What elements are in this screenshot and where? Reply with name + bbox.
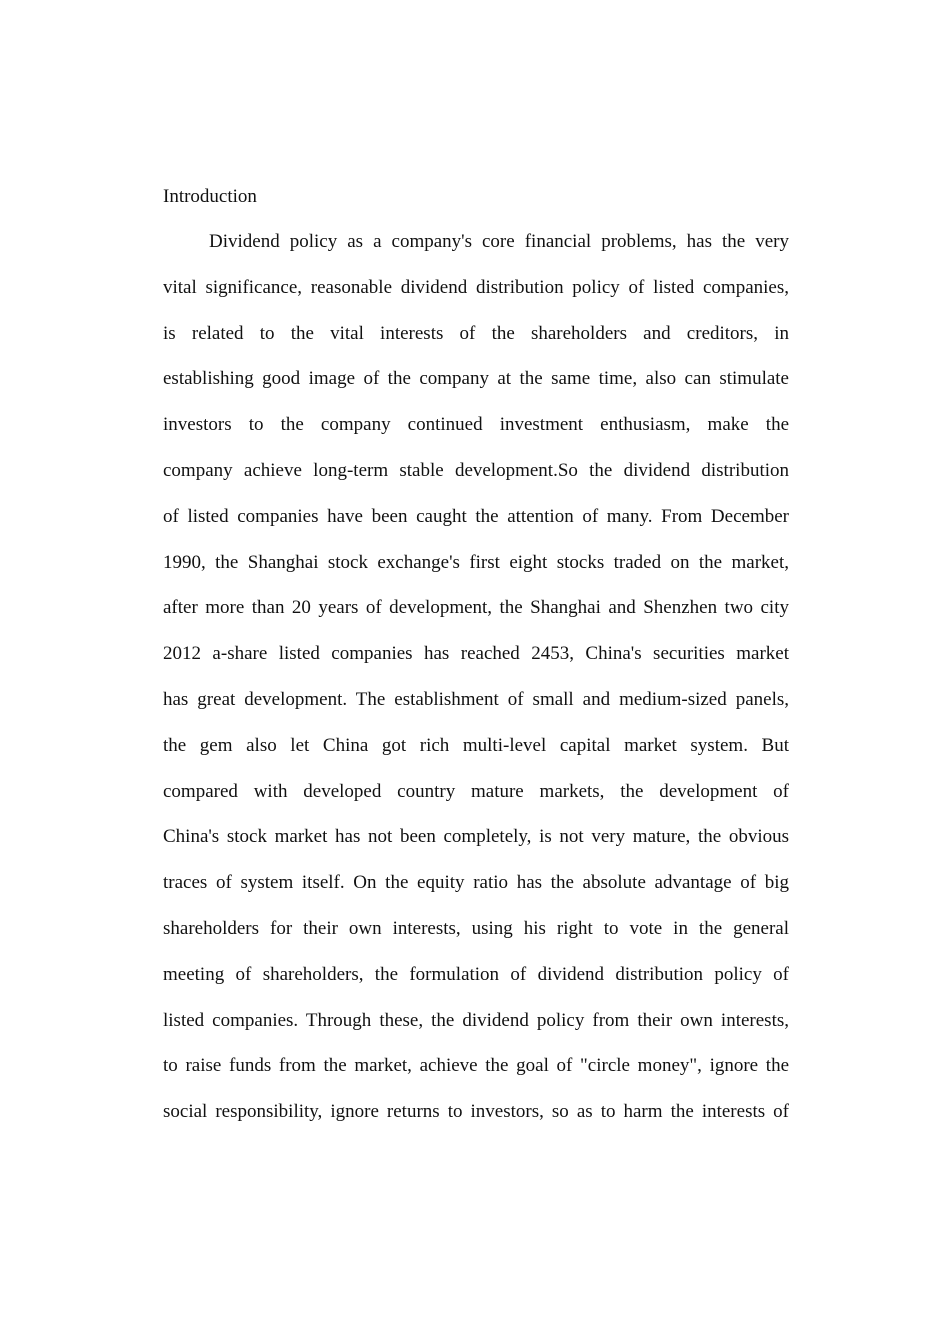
text-line: of listed companies have been caught the attention of many. From December: [163, 505, 789, 527]
text-line: traces of system itself. On the equity ratio has the absolute advantage of big: [163, 872, 789, 894]
text-line: establishing good image of the company at the same time, also can stimulate: [163, 368, 789, 390]
text-line: China's stock market has not been completely, is not very mature, the obvious: [163, 826, 789, 848]
text-line: compared with developed country mature markets, the development of: [163, 780, 789, 802]
text-line: 2012 a-share listed companies has reached 2453, China's securities market: [163, 643, 789, 665]
text-line: social responsibility, ignore returns to investors, so as to harm the interests of: [163, 1101, 789, 1123]
text-line: after more than 20 years of development, the Shanghai and Shenzhen two city: [163, 597, 789, 619]
text-line: to raise funds from the market, achieve the goal of "circle money", ignore the: [163, 1055, 789, 1077]
text-line: meeting of shareholders, the formulation of dividend distribution policy of: [163, 963, 789, 985]
body-paragraph: [163, 229, 789, 1145]
text-line: listed companies. Through these, the dividend policy from their own interests,: [163, 1009, 789, 1031]
text-line: 1990, the Shanghai stock exchange's first eight stocks traded on the market,: [163, 551, 789, 573]
text-line: has great development. The establishment of small and medium-sized panels,: [163, 688, 789, 710]
text-line: investors to the company continued investment enthusiasm, make the: [163, 414, 789, 436]
text-line: vital significance, reasonable dividend distribution policy of listed companies,: [163, 276, 789, 298]
text-line: is related to the vital interests of the shareholders and creditors, in: [163, 322, 789, 344]
text-line: the gem also let China got rich multi-level capital market system. But: [163, 734, 789, 756]
text-line: Dividend policy as a company's core financial problems, has the very: [209, 231, 789, 252]
section-heading: Introduction: [163, 186, 257, 207]
text-line: shareholders for their own interests, using his right to vote in the general: [163, 917, 789, 939]
text-line: company achieve long-term stable development.So the dividend distribution: [163, 459, 789, 481]
